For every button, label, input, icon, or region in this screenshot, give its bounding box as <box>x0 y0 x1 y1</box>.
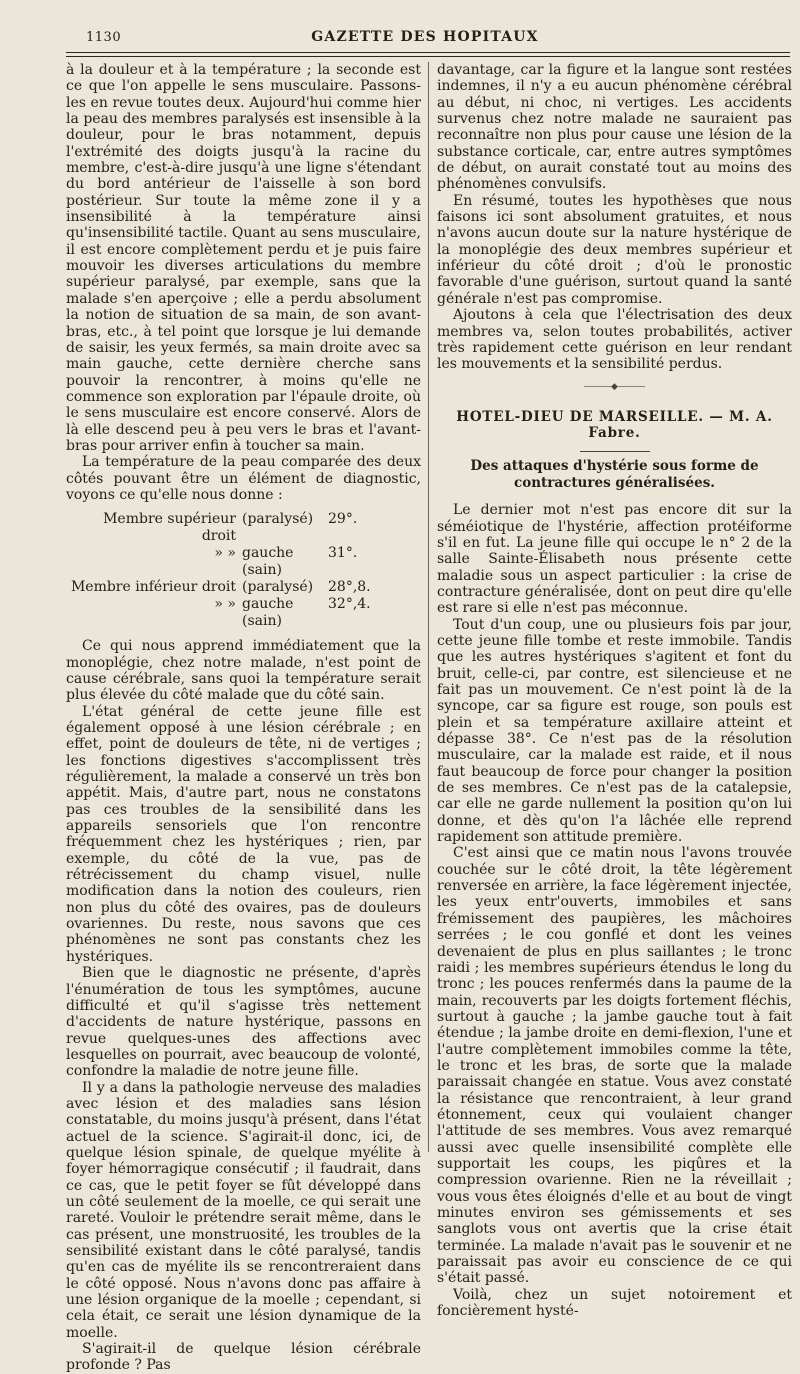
right-column <box>437 62 792 1319</box>
page-number: 1130 <box>86 30 122 45</box>
paragraph: En résumé, toutes les hypothèses que nous faisons ici sont absolument gratuites, et nous n'avons aucun doute sur la nature hystérique de la monoplégie des deux membres supérieur et inférieur du côté droit ; d'où le pronostic favorable d'une guérison, surtout quand la santé générale n'est pas compromise. <box>437 192 792 307</box>
paragraph: La température de la peau comparée des deux côtés pouvant être un élément de diagnostic, voyons ce qu'elle nous donne : <box>66 454 421 503</box>
paragraph: Ajoutons à cela que l'électrisation des deux membres va, selon toutes probabilités, activer très rapidement cette guérison en leur rendant les mouvements et la sensibilité perdus. <box>437 307 792 373</box>
section-subtitle: Des attaques d'hystérie sous forme de contractures généralisées. <box>470 458 759 492</box>
temperature-table <box>66 511 421 630</box>
table-cell-member: » » <box>214 545 236 562</box>
table-row <box>66 579 421 596</box>
paragraph: S'agirait-il de quelque lésion cérébrale profonde ? Pas <box>66 1341 421 1374</box>
table-cell-value: 29°. <box>328 511 358 528</box>
table-cell-state: gauche (sain) <box>242 596 294 630</box>
section-rule <box>580 451 650 452</box>
column-divider <box>428 62 429 1152</box>
table-cell-value: 28°,8. <box>328 579 371 596</box>
section-separator: ―――◆――― <box>584 381 645 392</box>
section-title: HOTEL-DIEU DE MARSEILLE. — M. A. Fabre. <box>456 408 773 441</box>
paragraph: Le dernier mot n'est pas encore dit sur la séméiotique de l'hystérie, affection protéiforme s'il en fut. La jeune fille qui occupe le n° 2 de la salle Sainte-Élisabeth nous présente cette maladie sous un aspect particulier : la crise de contracture généralisée, dont on peut dire qu'elle est rare si elle n'est pas méconnue. <box>437 502 792 617</box>
journal-title: GAZETTE DES HOPITAUX <box>311 29 539 45</box>
paragraph: C'est ainsi que ce matin nous l'avons trouvée couchée sur le côté droit, la tête légèrement renversée en arrière, la face légèrement injectée, les yeux entr'ouverts, immobiles et sans frémissement des paupières, les mâchoires serrées ; le cou gonflé et dont les veines devenaient de plus en plus saillantes ; le tronc raidi ; les membres supérieurs étendus le long du tronc ; les pouces renfermés dans la paume de la main, recouverts par les doigts fortement fléchis, surtout à gauche ; la jambe gauche tout à fait étendue ; la jambe droite en demi-flexion, l'une et l'autre complètement immobiles comme la tête, le tronc et les bras, de sorte que la malade paraissait changée en statue. Vous avez constaté la résistance que rencontraient, à leur grand étonnement, ceux qui voulaient changer l'attitude de ses membres. Vous avez remarqué aussi avec quelle insensibilité complète elle supportait les coups, les piqûres et la compression ovarienne. Rien ne la réveillait ; vous vous êtes éloignés d'elle et au bout de vingt minutes environ ses gémissements et ses sanglots vous ont avertis que la crise était terminée. La malade n'avait pas le souvenir et ne paraissait pas avoir eu conscience de ce qui s'était passé. <box>437 845 792 1287</box>
table-cell-member: Membre inférieur droit <box>70 579 236 596</box>
page-header <box>60 26 790 50</box>
paragraph: à la douleur et à la température ; la seconde est ce que l'on appelle le sens musculaire. Passons-les en revue toutes deux. Aujourd'hui comme hier la peau des membres paralysés est insensible à la douleur, pour le bras notamment, depuis l'extrémité des doigts jusqu'à la racine du membre, c'est-à-dire jusqu'à une ligne s'étendant du bord antérieur de l'aisselle à son bord postérieur. Sur toute la même zone il y a insensibilité à la température ainsi qu'insensibilité tactile. Quant au sens musculaire, il est encore complètement perdu et je puis faire mouvoir les diverses articulations du membre supérieur paralysé, par exemple, sans que la malade s'en aperçoive ; elle a perdu absolument la notion de situation de sa main, de son avant-bras, etc., à tel point que lorsque je lui demande de saisir, les yeux fermés, sa main droite avec sa main gauche, cette dernière cherche sans pouvoir la rencontrer, à moins qu'elle ne commence son exploration par l'épaule droite, où le sens musculaire est encore conservé. Alors de là elle descend peu à peu vers le bras et l'avant-bras pour arriver enfin à toucher sa main. <box>66 62 421 454</box>
table-cell-value: 32°,4. <box>328 596 371 613</box>
paragraph: Voilà, chez un sujet notoirement et foncièrement hysté- <box>437 1286 792 1320</box>
table-cell-member: » » <box>214 596 236 613</box>
table-cell-state: (paralysé) <box>242 511 314 528</box>
table-cell-member: Membre supérieur droit <box>103 511 236 545</box>
table-row <box>66 511 421 545</box>
table-cell-value: 31°. <box>328 545 358 562</box>
paragraph: Bien que le diagnostic ne présente, d'après l'énumération de tous les symptômes, aucune difficulté et qu'il s'agisse très nettement d'accidents de nature hystérique, passons en revue quelques-unes des affections avec lesquelles on pourrait, avec beaucoup de volonté, confondre la maladie de notre jeune fille. <box>66 965 421 1080</box>
paragraph: Ce qui nous apprend immédiatement que la monoplégie, chez notre malade, n'est point de cause cérébrale, sans quoi la température serait plus élevée du côté malade que du côté sain. <box>66 638 421 704</box>
paragraph: L'état général de cette jeune fille est également opposé à une lésion cérébrale ; en effet, point de douleurs de tête, ni de vertiges ; les fonctions digestives s'accomplissent très régulièrement, la malade a conservé un très bon appétit. Mais, d'autre part, nous ne constatons pas ces troubles de la sensibilité dans les appareils sensoriels que l'on rencontre fréquemment chez les hystériques ; rien, par exemple, du côté de la vue, pas de rétrécissement du champ visuel, nulle modification dans la notion des couleurs, rien non plus du côté des ovaires, pas de douleurs ovariennes. Du reste, nous savons que ces phénomènes ne sont pas constants chez les hystériques. <box>66 703 421 965</box>
table-cell-state: (paralysé) <box>242 579 314 596</box>
table-cell-state: gauche (sain) <box>242 545 294 579</box>
header-rule-thin <box>66 56 790 57</box>
paragraph: davantage, car la figure et la langue sont restées indemnes, il n'y a eu aucun phénomène cérébral au début, ni choc, ni vertiges. Les accidents survenus chez notre malade ne sauraient pas reconnaître non plus pour cause une lésion de la substance corticale, car, entre autres symptômes de début, on aurait constaté tout au moins des phénomènes convulsifs. <box>437 62 792 193</box>
paragraph: Il y a dans la pathologie nerveuse des maladies avec lésion et des maladies sans lésion constatable, du moins jusqu'à présent, dans l'état actuel de la science. S'agirait-il donc, ici, de quelque lésion spinale, de quelque myélite à foyer hémorragique consécutif ; il faudrait, dans ce cas, que le petit foyer se fût développé dans un côté seulement de la moelle, ce qui serait une rareté. Vouloir le prétendre serait même, dans le cas présent, une monstruosité, les troubles de la sensibilité existant dans le côté paralysé, tandis qu'en cas de myélite ils se rencontreraient dans le côté opposé. Nous n'avons donc pas affaire à une lésion organique de la moelle ; cependant, si cela était, ce serait une lésion dynamique de la moelle. <box>66 1079 421 1341</box>
table-row <box>66 596 421 630</box>
table-row <box>66 545 421 579</box>
header-rule <box>66 52 790 53</box>
left-column <box>66 62 421 1374</box>
paragraph: Tout d'un coup, une ou plusieurs fois par jour, cette jeune fille tombe et reste immobile. Tandis que les autres hystériques s'agitent et font du bruit, celle-ci, par contre, est silencieuse et ne fait pas un mouvement. Ce n'est point là de la syncope, car sa figure est rouge, son pouls est plein et sa température axillaire atteint et dépasse 38°. Ce n'est pas de la résolution musculaire, car la malade est raide, et il nous faut beaucoup de force pour changer la position de ses membres. Ce n'est pas de la catalepsie, car elle ne garde nullement la position qu'on lui donne, et dès qu'on l'a lâchée elle reprend rapidement son attitude première. <box>437 616 792 846</box>
